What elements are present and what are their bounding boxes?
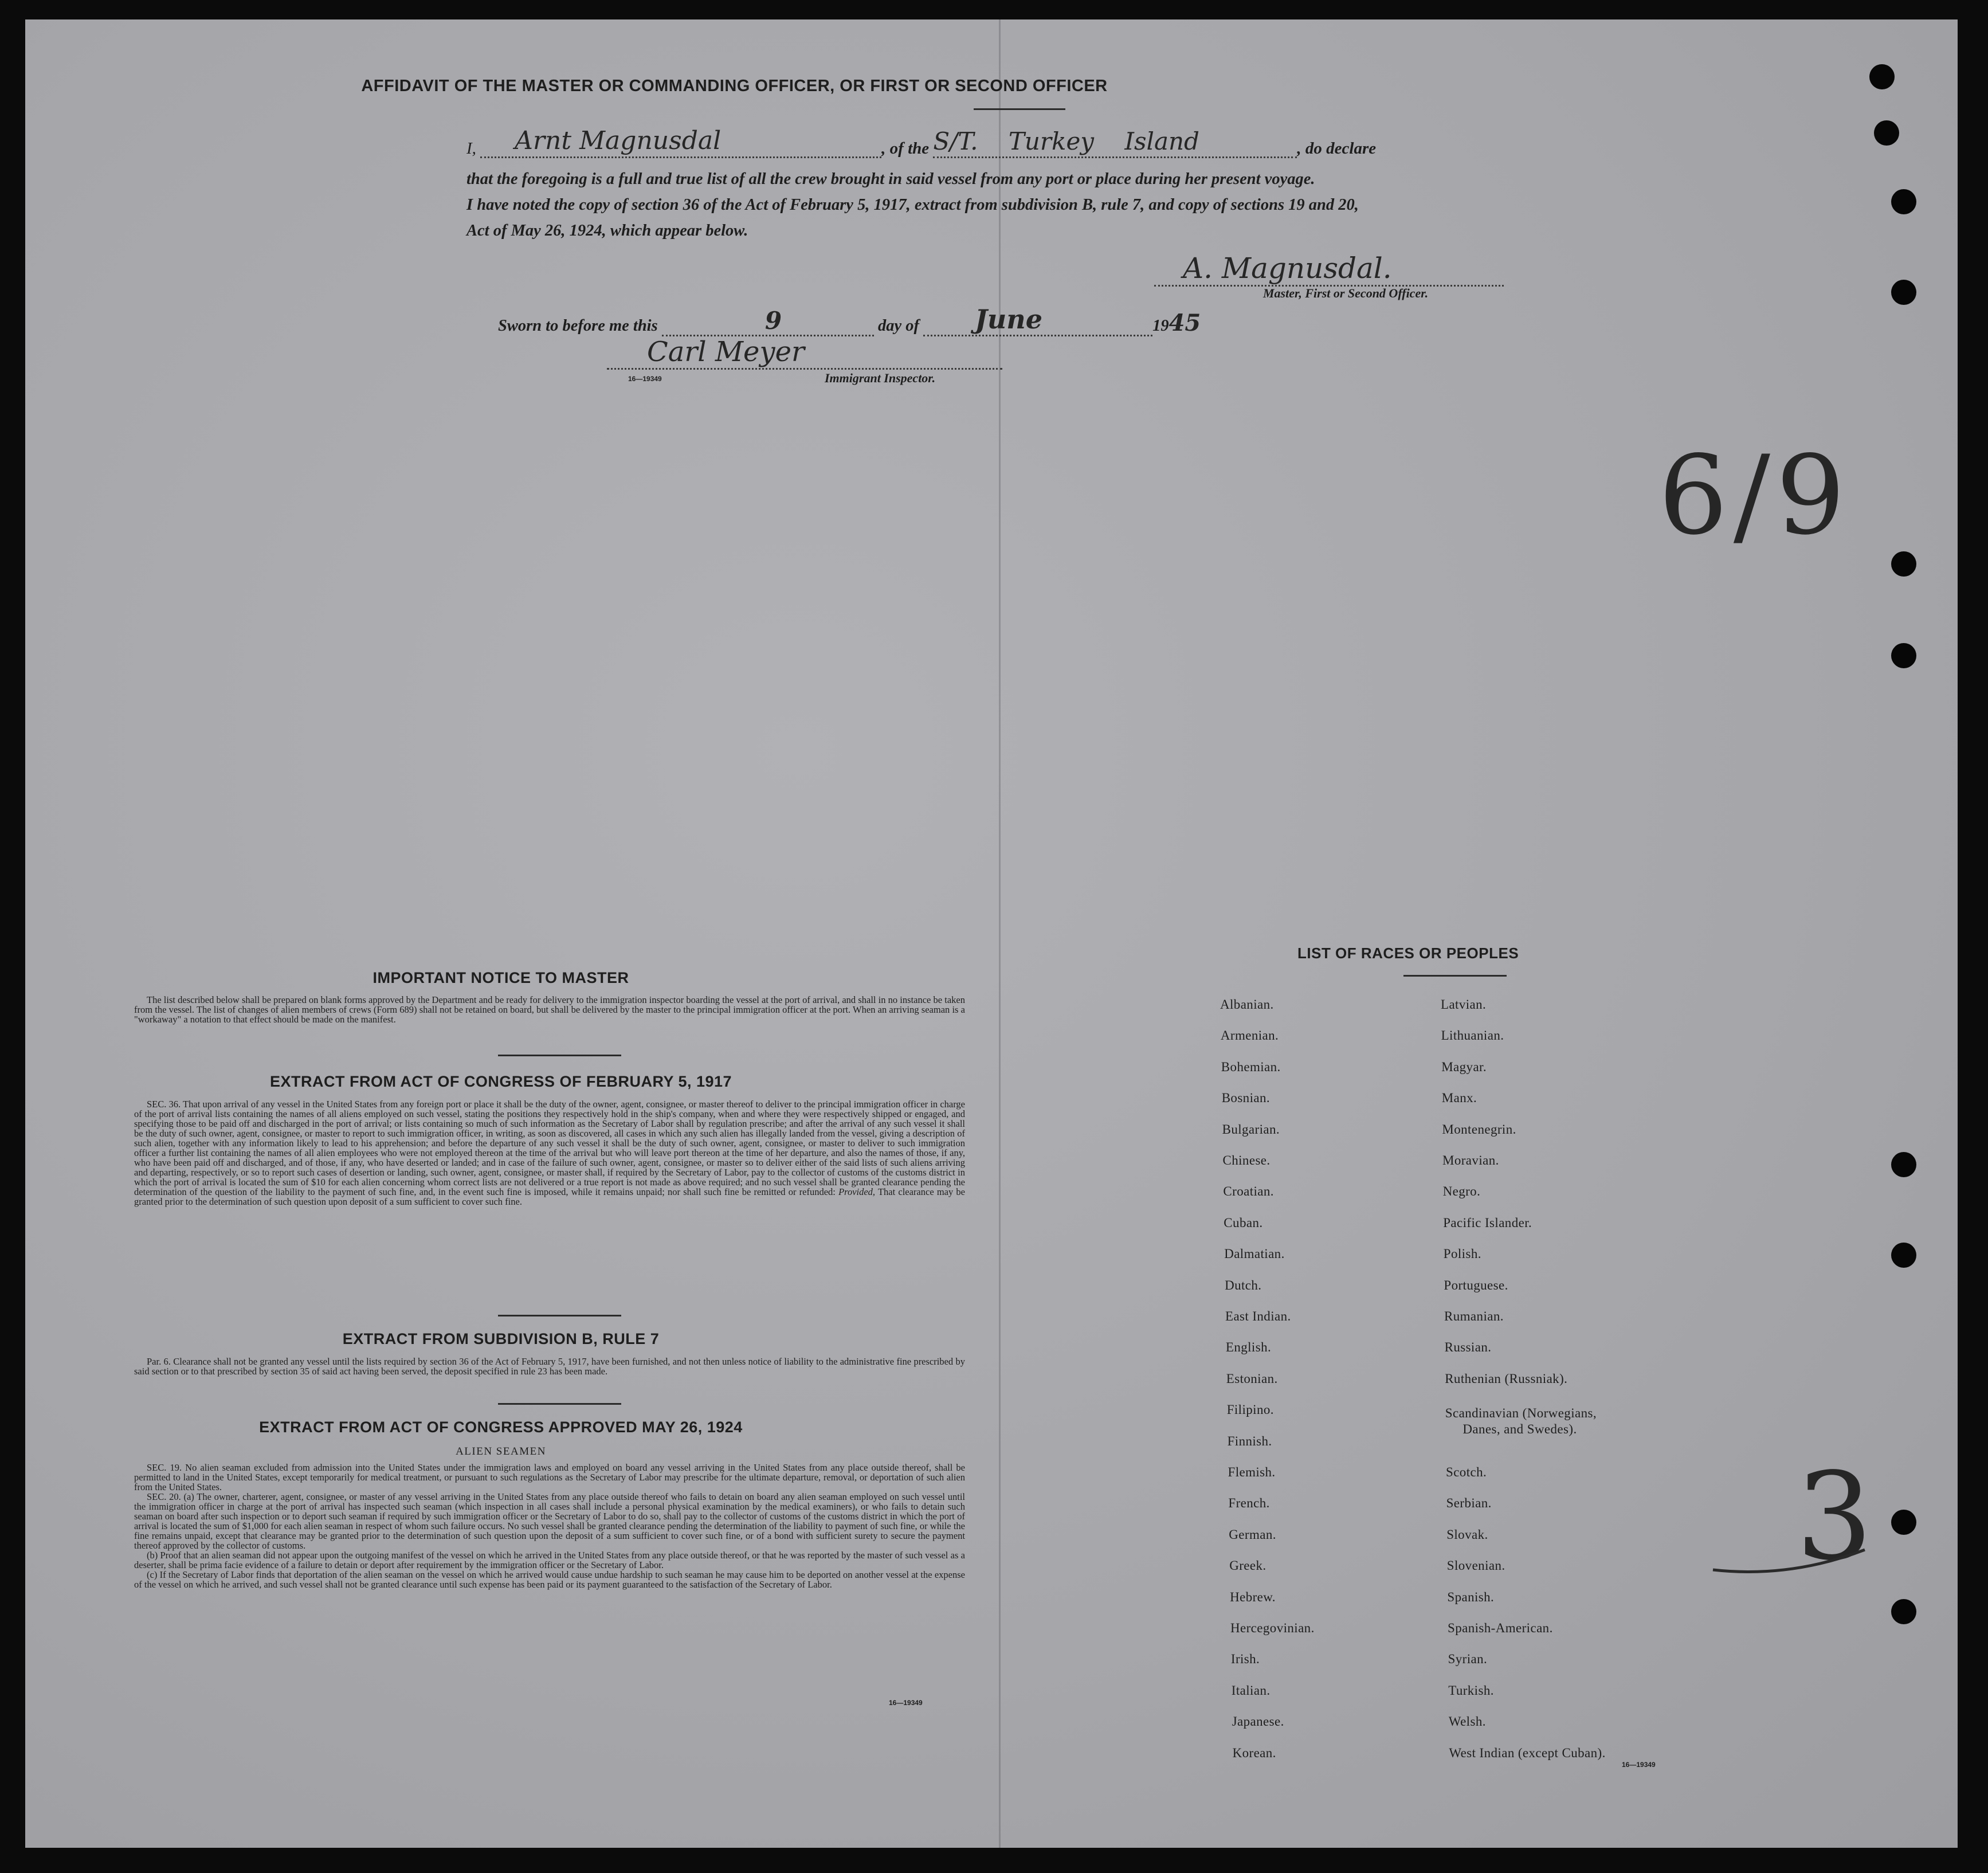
extract-form-number: 16—19349 <box>889 1699 923 1707</box>
extract-rule7-body <box>134 1357 965 1376</box>
race-item: Italian. <box>1231 1683 1271 1698</box>
race-item: Japanese. <box>1232 1714 1284 1729</box>
race-item: West Indian (except Cuban). <box>1449 1745 1606 1760</box>
vessel-name-field <box>933 127 1297 158</box>
race-item: Russian. <box>1444 1340 1492 1355</box>
race-item: Serbian. <box>1446 1496 1492 1511</box>
affidavit-line-2: that the foregoing is a full and true list of all the crew brought in said vessel from any port or place during her present voyage. <box>466 170 1315 188</box>
punch-hole <box>1891 1599 1916 1624</box>
affidavit-line-3: I have noted the copy of section 36 of the Act of February 5, 1917, extract from subdivision B, rule 7, and copy of sections 19 and 20, <box>466 196 1359 214</box>
race-item: Hebrew. <box>1230 1589 1276 1604</box>
race-item: East Indian. <box>1225 1309 1291 1323</box>
race-item: Bohemian. <box>1221 1059 1281 1074</box>
race-item: Korean. <box>1232 1745 1276 1760</box>
race-item: Slovenian. <box>1446 1558 1505 1573</box>
races-title-rule <box>1403 975 1507 977</box>
declare-label: , do declare <box>1297 139 1377 158</box>
inspector-label: Immigrant Inspector. <box>825 371 936 385</box>
provided-word: Provided, <box>838 1186 876 1197</box>
race-item: German. <box>1229 1527 1276 1542</box>
punch-hole <box>1869 64 1895 89</box>
day-of-label: day of <box>877 317 919 335</box>
race-item: Danes, and Swedes). <box>1462 1422 1577 1437</box>
title-rule <box>974 108 1065 110</box>
master-signature: A. Magnusdal. <box>1183 252 1392 285</box>
section-rule <box>498 1403 621 1405</box>
race-item: Rumanian. <box>1444 1309 1504 1323</box>
race-item: Bosnian. <box>1221 1091 1271 1106</box>
race-item: Polish. <box>1443 1247 1481 1261</box>
race-item: Latvian. <box>1441 997 1487 1012</box>
race-item: Welsh. <box>1448 1714 1486 1729</box>
race-item: French. <box>1228 1496 1270 1511</box>
race-item: Scandinavian (Norwegians, <box>1445 1406 1597 1421</box>
race-item: Filipino. <box>1226 1402 1274 1417</box>
race-item: Albanian. <box>1220 997 1274 1012</box>
year-handwriting: 45 <box>1169 309 1201 336</box>
race-item: Negro. <box>1442 1184 1481 1199</box>
extract-1917-title: EXTRACT FROM ACT OF CONGRESS OF FEBRUARY 5, 1917 <box>269 1073 732 1090</box>
master-signature-line <box>1154 252 1504 287</box>
master-name-field <box>480 126 881 158</box>
affidavit-line-4: Act of May 26, 1924, which appear below. <box>466 222 748 240</box>
races-title: LIST OF RACES OR PEOPLES <box>1297 945 1519 962</box>
sworn-day-handwriting: 9 <box>764 307 782 335</box>
sworn-line <box>498 304 1201 336</box>
race-item: Syrian. <box>1448 1652 1488 1667</box>
master-name-handwriting: Arnt Magnusdal <box>515 126 722 155</box>
race-item: Portuguese. <box>1444 1278 1508 1292</box>
rule7-paragraph: Par. 6. Clearance shall not be granted any vessel until the lists required by section 36 of the Act of February 5, 1917, have been furnished, and not then unless notice of liability to the administrative fine prescribed by said section or to that prescribed by section 35 of said act having been served, the deposit specified in rule 23 has been made. <box>134 1356 965 1377</box>
race-item: English. <box>1225 1340 1272 1355</box>
race-item: Armenian. <box>1220 1028 1279 1043</box>
page-number-underline <box>1710 1544 1871 1578</box>
punch-hole <box>1891 643 1916 668</box>
page-fold <box>999 19 1001 1848</box>
race-item: Turkish. <box>1448 1683 1494 1698</box>
alien-seamen-subtitle: ALIEN SEAMEN <box>456 1445 546 1457</box>
extract-1917-body <box>134 1099 965 1206</box>
punch-hole <box>1891 1243 1916 1268</box>
race-item: Chinese. <box>1222 1153 1271 1167</box>
race-item: Ruthenian (Russniak). <box>1445 1371 1568 1386</box>
inspector-signature: Carl Meyer <box>647 336 805 368</box>
sworn-month-handwriting: June <box>975 304 1043 335</box>
race-item: Dutch. <box>1225 1278 1262 1292</box>
race-item: Irish. <box>1230 1652 1260 1667</box>
race-item: Scotch. <box>1446 1465 1487 1479</box>
race-item: Bulgarian. <box>1222 1122 1280 1137</box>
race-item: Dalmatian. <box>1224 1247 1285 1261</box>
race-item: Hercegovinian. <box>1230 1621 1315 1635</box>
race-item: Spanish-American. <box>1448 1621 1553 1635</box>
race-item: Manx. <box>1441 1091 1477 1106</box>
affidavit-form-number: 16—19349 <box>628 375 662 383</box>
extract-rule7-title: EXTRACT FROM SUBDIVISION B, RULE 7 <box>342 1330 660 1347</box>
punch-hole <box>1874 120 1899 146</box>
sec36-end: That clearance may be granted prior to the determination of such question upon deposit of a sum sufficient to cover such fine. <box>134 1186 965 1207</box>
race-item: Croatian. <box>1223 1184 1274 1199</box>
punch-hole <box>1891 1510 1916 1535</box>
race-item: Spanish. <box>1447 1589 1495 1604</box>
race-item: Montenegrin. <box>1442 1122 1516 1137</box>
section-rule <box>498 1055 621 1056</box>
sec36-paragraph <box>134 1099 965 1206</box>
race-item: Flemish. <box>1228 1465 1276 1479</box>
section-rule <box>498 1315 621 1316</box>
race-item: Pacific Islander. <box>1443 1215 1532 1230</box>
master-signature-label: Master, First or Second Officer. <box>1263 286 1429 300</box>
race-item: Moravian. <box>1442 1153 1499 1167</box>
race-item: Magyar. <box>1441 1059 1487 1074</box>
year-prefix: 19 <box>1152 317 1169 335</box>
punch-hole <box>1891 189 1916 214</box>
affidavit-prefix: I, <box>466 139 476 158</box>
punch-hole <box>1891 551 1916 577</box>
race-item: Slovak. <box>1446 1527 1488 1542</box>
sec36-text: SEC. 36. That upon arrival of any vessel in the United States from any foreign port or place it shall be the duty of the owner, agent, consignee, or master thereof to deliver to the principal immigration officer in charge of the port of arrival lists containing the names of all aliens employed on such vessel, stating the positions they respectively hold in the ship's company, when and where they were respectively shipped or engaged, and specifying those to be paid off and discharged in the port of arrival; or lists containing so much of such information as the Secretary of Labor shall by regulation prescribe; and after the arrival of any such vessel it shall be the duty of such owner, agent, consignee, or master to report to such immigration officer, in writing, as soon as discovered, all cases in which any such alien has illegally landed from the vessel, giving a description of such alien, together with any information likely to lead to his apprehension; and before the departure of any such vessel it shall be the duty of such owner, agent, consignee, or master to deliver to such immigration officer a further list containing the names of all alien employees who were not employed thereon at the time of the arrival but who will leave port thereon at the time of her departure, and also the names of those, if any, who have been paid off and discharged, and of those, if any, who have deserted or landed; and in case of the failure of such owner, agent, consignee, or master so to deliver either of the said lists of such aliens arriving and departing, respectively, or so to report such cases of desertion or landing, such owner, agent, consignee, or master shall, if required by the Secretary of Labor, pay to the collector of customs of the customs district in which the port of arrival is located the sum of $10 for each alien concerning whom correct lists are not delivered or a true report is not made as above required; and no such vessel shall be granted clearance pending the determination of the question of the liability to the payment of such fine, and, in the event such fine is imposed, while it remains unpaid; nor shall such fine be remitted or refunded: <box>134 1099 965 1197</box>
sworn-prefix: Sworn to before me this <box>498 317 658 335</box>
sec20a-paragraph: SEC. 20. (a) The owner, charterer, agent, consignee, or master of any vessel arriving in the United States from any place outside thereof who fails to detain on board any alien seaman employed on such vessel until the immigration officer in charge at the port of arrival has inspected such seaman (which inspection in all cases shall include a personal physical examination by the medical examiners), or who fails to detain such seaman on board after such inspection or to deport such seaman if required by such immigration officer or the Secretary of Labor to do so, shall pay to the collector of customs of the customs district in which the port of arrival is located the sum of $1,000 for each alien seaman in respect of whom such failure occurs. No such vessel shall be granted clearance pending the determination of the liability to payment of such fine, or while the fine remains unpaid, except that clearance may be granted prior to the determination of such question upon the deposit of a sum sufficient to cover such fine, or of a bond with sufficient surety to secure the payment thereof approved by the collector of customs. <box>134 1491 965 1551</box>
races-form-number: 16—19349 <box>1622 1761 1656 1769</box>
document-page <box>25 19 1958 1848</box>
sec20b-paragraph: (b) Proof that an alien seaman did not appear upon the outgoing manifest of the vessel on which he arrived in the United States from any place outside thereof, or that he was reported by the master of such vessel as a deserter, shall be prima facie evidence of a failure to detain or deport after requirement by the immigration officer or the Secretary of Labor. <box>134 1550 965 1570</box>
sec20c-paragraph: (c) If the Secretary of Labor finds that deportation of the alien seaman on the vessel on which he arrived would cause undue hardship to such seaman he may cause him to be deported on another vessel at the expense of the vessel on which he arrived, and such vessel shall not be granted clearance until such expense has been paid or its payment guaranteed to the satisfaction of the Secretary of Labor. <box>134 1569 965 1590</box>
affidavit-line-1 <box>466 126 1377 158</box>
page-number-annotation: 3 <box>1796 1447 1873 1587</box>
of-the-label: , of the <box>881 139 930 158</box>
date-annotation: 6/9 <box>1658 432 1851 559</box>
vessel-name-handwriting: S/T. Turkey Island <box>933 127 1199 155</box>
punch-hole <box>1891 1152 1916 1177</box>
notice-body <box>134 995 965 1024</box>
race-item: Finnish. <box>1227 1433 1272 1448</box>
sec19-paragraph: SEC. 19. No alien seaman excluded from admission into the United States under the immigration laws and employed on board any vessel arriving in the United States from any place outside thereof, shall be permitted to land in the United States, except temporarily for medical treatment, or pursuant to such regulations as the Secretary of Labor may prescribe for the ultimate departure, removal, or deportation of such alien from the United States. <box>134 1462 965 1492</box>
inspector-signature-line <box>607 334 1002 370</box>
race-item: Greek. <box>1229 1558 1266 1573</box>
affidavit-title: AFFIDAVIT OF THE MASTER OR COMMANDING OFFICER, OR FIRST OR SECOND OFFICER <box>361 77 1108 95</box>
notice-title: IMPORTANT NOTICE TO MASTER <box>372 969 629 986</box>
race-item: Estonian. <box>1226 1371 1278 1386</box>
extract-1924-title: EXTRACT FROM ACT OF CONGRESS APPROVED MAY 26, 1924 <box>259 1419 743 1436</box>
extract-1924-body <box>134 1463 965 1589</box>
race-item: Cuban. <box>1224 1215 1263 1230</box>
punch-hole <box>1891 280 1916 305</box>
race-item: Lithuanian. <box>1441 1028 1504 1043</box>
notice-paragraph: The list described below shall be prepared on blank forms approved by the Department and be ready for delivery to the immigration inspector boarding the vessel at the port of arrival, and shall in no instance be taken from the vessel. The list of changes of alien members of crews (Form 689) shall not be retained on board, but shall be delivered by the master to the principal immigration officer at the port. When an arriving seaman is a "workaway" a notation to that effect should be made on the manifest. <box>134 994 965 1025</box>
